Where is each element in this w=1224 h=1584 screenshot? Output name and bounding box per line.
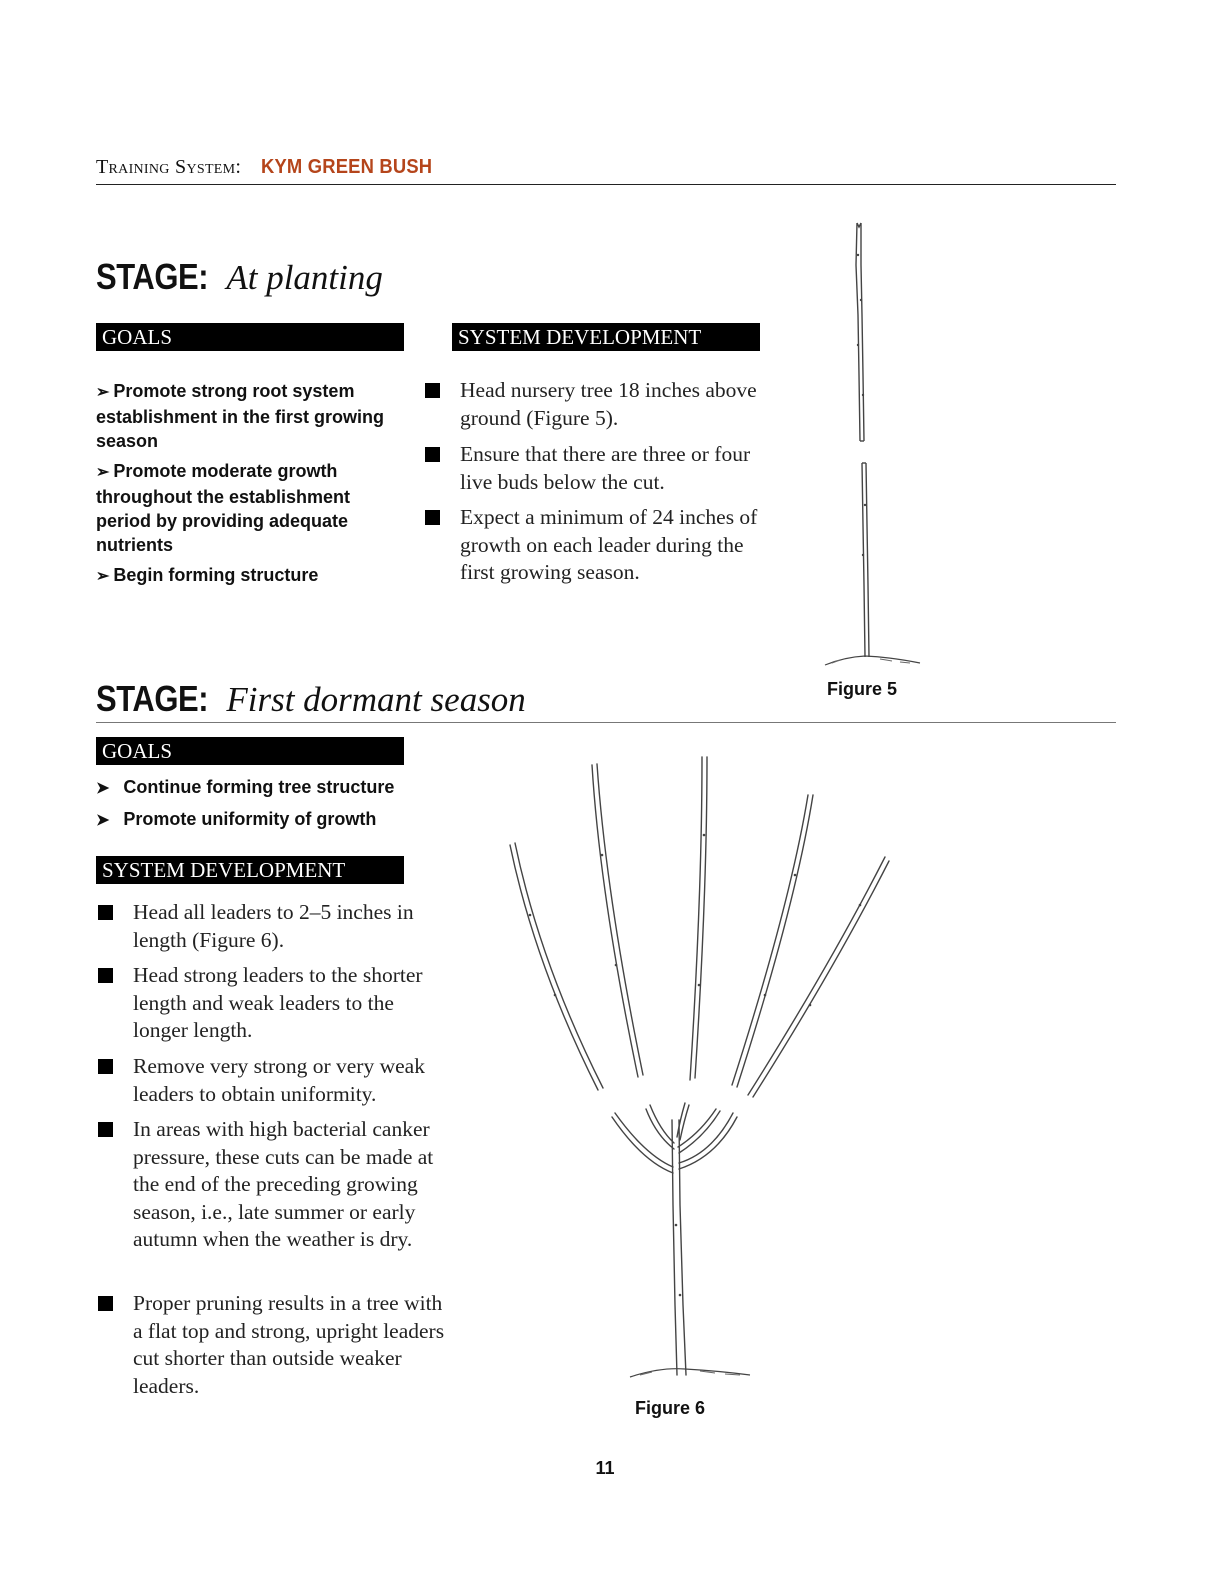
figure-6-illustration (490, 745, 910, 1385)
stage-prefix: STAGE: (96, 678, 209, 719)
arrow-bullet-icon: ➢ (96, 568, 110, 585)
stage-title-first-dormant-season (96, 678, 526, 720)
system-development-heading: SYSTEM DEVELOPMENT (452, 323, 760, 351)
arrow-bullet-icon: ➢ (96, 384, 110, 401)
dev-item: Remove very strong or very weak leaders to obtain uniformity. (133, 1054, 425, 1106)
square-bullet-icon (425, 510, 440, 525)
arrow-bullet-icon: ➢ (96, 464, 110, 481)
running-header-system: KYM GREEN BUSH (261, 156, 433, 178)
square-bullet-icon (98, 1296, 113, 1311)
goal-item (96, 775, 426, 801)
running-header (96, 154, 1116, 185)
dev-item: Proper pruning results in a tree with a flat top and strong, upright leaders cut shorter than outside weaker leaders. (133, 1291, 445, 1398)
dev-item: Expect a minimum of 24 inches of growth on each leader during the first growing season. (460, 505, 758, 584)
page-number: 11 (595, 1458, 615, 1478)
dev-item: In areas with high bacterial canker pressure, these cuts can be made at the end of the preceding growing season, i.e., late summer or early autumn when the weather is dry. (133, 1117, 434, 1251)
goal-text: Continue forming tree structure (123, 777, 395, 797)
dev-item: Head all leaders to 2–5 inches in length (Figure 6). (133, 900, 414, 952)
system-development-heading: SYSTEM DEVELOPMENT (96, 856, 404, 884)
goals-heading: GOALS (96, 737, 404, 765)
square-bullet-icon (98, 905, 113, 920)
section-divider (96, 722, 1116, 723)
goal-text: Promote uniformity of growth (123, 809, 377, 829)
figure-5-illustration (810, 205, 930, 675)
square-bullet-icon (98, 1122, 113, 1137)
square-bullet-icon (98, 1059, 113, 1074)
arrow-bullet-icon: ➤ (96, 812, 110, 829)
dev-item: Head strong leaders to the shorter length and weak leaders to the longer length. (133, 963, 423, 1042)
goal-text: Begin forming structure (113, 565, 319, 585)
stage-name: At planting (226, 258, 383, 297)
figure-5-caption: Figure 5 (827, 679, 898, 699)
goal-text: Promote moderate growth throughout the establishment period by providing adequate nutrients (96, 461, 350, 555)
stage-prefix: STAGE: (96, 256, 209, 297)
goal-item (96, 379, 406, 453)
goal-text: Promote strong root system establishment in the first growing season (96, 381, 385, 451)
goal-item (96, 807, 426, 833)
running-header-label: Training System: (96, 156, 242, 178)
dev-item: Ensure that there are three or four live buds below the cut. (460, 442, 751, 494)
square-bullet-icon (98, 968, 113, 983)
goal-item (96, 563, 396, 589)
figure-6-caption: Figure 6 (635, 1398, 706, 1418)
dev-item: Head nursery tree 18 inches above ground (Figure 5). (460, 378, 757, 430)
stage-name: First dormant season (226, 680, 526, 719)
arrow-bullet-icon: ➤ (96, 780, 110, 797)
square-bullet-icon (425, 447, 440, 462)
stage-title-at-planting (96, 256, 383, 298)
goal-item (96, 459, 396, 557)
square-bullet-icon (425, 383, 440, 398)
goals-heading: GOALS (96, 323, 404, 351)
